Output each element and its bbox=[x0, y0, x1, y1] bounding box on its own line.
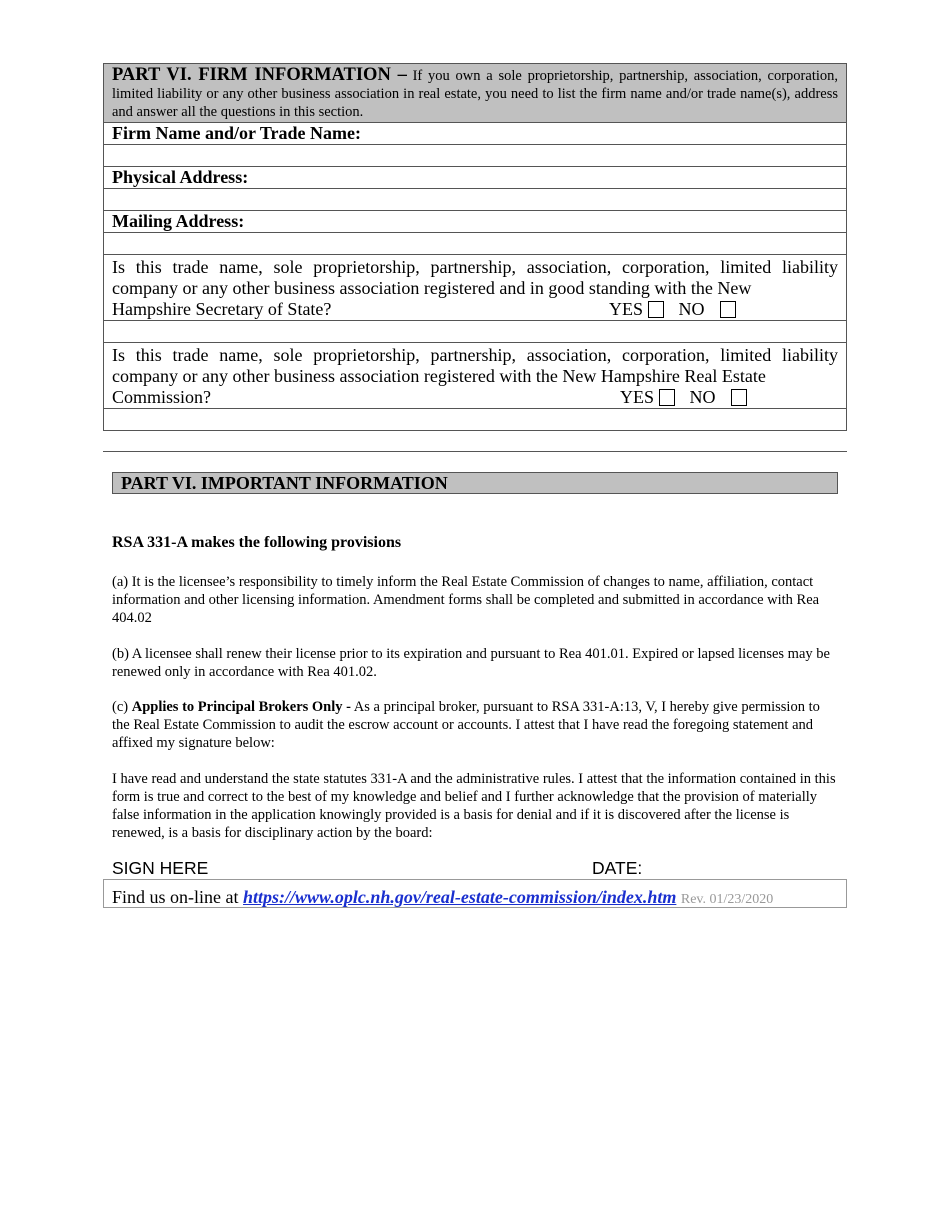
provision-a: (a) It is the licensee’s responsibility to timely inform the Real Estate Commission of changes to name, affiliation, contact information and other licensing information. Amendment forms shall be completed and submitted in accordance with Rea 404.02 bbox=[112, 574, 820, 626]
q2-no-label: NO bbox=[689, 387, 716, 407]
mailing-address-field[interactable] bbox=[104, 232, 846, 254]
q1-text: Is this trade name, sole proprietorship, partnership, association, corporation, limited liability company or any other business association registered and in good standing with the New bbox=[112, 257, 838, 298]
question-secretary-of-state bbox=[104, 254, 846, 320]
q2-yes-checkbox[interactable] bbox=[659, 389, 675, 406]
part-vi-firm-intro: If you own a sole proprietorship, partnership, association, corporation, limited liability or any other business association in real estate, you need to list the firm name and/or trade name(s), address and answer all the questions in this section. bbox=[112, 68, 838, 120]
q2-text: Is this trade name, sole proprietorship, partnership, association, corporation, limited liability company or any other business association registered with the New Hampshire Real Estate bbox=[112, 345, 838, 386]
mailing-address-label: Mailing Address: bbox=[104, 210, 846, 232]
date-label: DATE: bbox=[592, 858, 643, 878]
revision-date: Rev. 01/23/2020 bbox=[680, 892, 774, 907]
attestation-paragraph: I have read and understand the state statutes 331-A and the administrative rules. I attest that the information contained in this form is true and correct to the best of my knowledge and belief and I further acknowledge that the provision of materially false information in the application knowingly provided is a basis for denial and if it is discovered after the license is renewed, is a basis for disciplinary action by the board: bbox=[112, 771, 836, 841]
physical-address-field[interactable] bbox=[104, 188, 846, 210]
q1-no-label: NO bbox=[678, 299, 705, 319]
physical-address-label: Physical Address: bbox=[104, 166, 846, 188]
part-vi-firm-title: PART VI. FIRM INFORMATION – bbox=[112, 65, 407, 85]
provision-c-prefix: (c) bbox=[112, 699, 132, 715]
question-real-estate-commission bbox=[104, 342, 846, 408]
q1-answer-row[interactable] bbox=[104, 320, 846, 342]
q1-text-last: Hampshire Secretary of State? bbox=[112, 299, 332, 319]
provision-c-bold: Applies to Principal Brokers Only - bbox=[131, 699, 351, 715]
provision-c bbox=[112, 698, 840, 752]
provision-b: (b) A licensee shall renew their license prior to its expiration and pursuant to Rea 401.01. Expired or lapsed licenses may be renewed only in accordance with Rea 401.02. bbox=[112, 646, 830, 680]
section-divider bbox=[103, 451, 847, 452]
q2-answer-row[interactable] bbox=[104, 408, 846, 430]
firm-name-label: Firm Name and/or Trade Name: bbox=[104, 122, 846, 144]
q1-yes-label: YES bbox=[609, 299, 644, 319]
rsa-heading: RSA 331-A makes the following provisions bbox=[112, 534, 402, 551]
sign-here-label: SIGN HERE bbox=[112, 858, 209, 878]
q1-no-checkbox[interactable] bbox=[720, 301, 736, 318]
footer-prefix: Find us on-line at bbox=[112, 887, 243, 907]
q2-yes-label: YES bbox=[620, 387, 655, 407]
q1-yes-checkbox[interactable] bbox=[648, 301, 664, 318]
part-vi-important-title: PART VI. IMPORTANT INFORMATION bbox=[112, 472, 838, 494]
firm-name-field[interactable] bbox=[104, 144, 846, 166]
firm-information-table bbox=[103, 63, 847, 431]
website-link[interactable]: https://www.oplc.nh.gov/real-estate-commission/index.htm bbox=[243, 887, 677, 907]
footer bbox=[103, 879, 847, 908]
provision-c-rest: As a principal broker, pursuant to RSA 331-A:13, V, I hereby give permission to the Real Estate Commission to audit the escrow account or accounts. I attest that I have read the foregoing statement and affixed my signature below: bbox=[112, 699, 820, 751]
q2-text-last: Commission? bbox=[112, 387, 212, 407]
part-vi-firm-header bbox=[104, 64, 846, 122]
q2-no-checkbox[interactable] bbox=[731, 389, 747, 406]
